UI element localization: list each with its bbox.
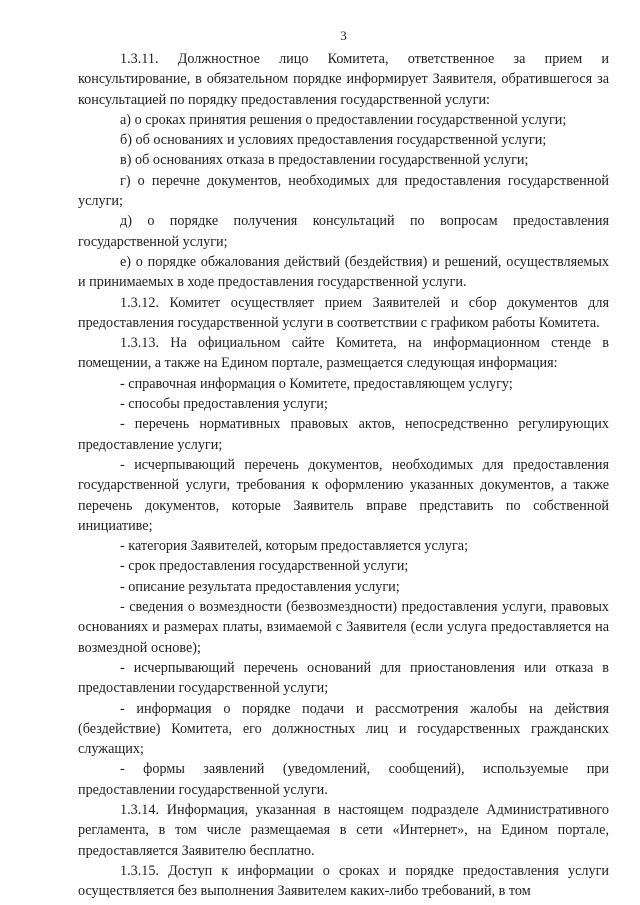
paragraph: - сведения о возмездности (безвозмездности) предоставления услуги, правовых основаниях и размерах платы, взимаемой с Заявителя (если услуга предоставляется на возмездной основе); <box>78 599 609 656</box>
paragraph: - описание результата предоставления услуги; <box>120 578 400 595</box>
page-number: 3 <box>340 28 347 43</box>
paragraph: 1.3.14. Информация, указанная в настоящем подразделе Административного регламента, в том числе размещаемая в сети «Интернет», на Едином портале, предоставляется Заявителю бесплатно. <box>78 801 609 859</box>
paragraph: - формы заявлений (уведомлений, сообщений), используемые при предоставлении государственной услуги. <box>78 761 609 798</box>
paragraph: е) о порядке обжалования действий (бездействия) и решений, осуществляемых и принимаемых в ходе предоставления государственной услуги. <box>78 253 609 291</box>
paragraph: - срок предоставления государственной услуги; <box>120 558 409 575</box>
paragraph: д) о порядке получения консультаций по вопросам предоставления государственной услуги; <box>78 213 609 250</box>
paragraph: 1.3.13. На официальном сайте Комитета, на информационном стенде в помещении, а также на Едином портале, размещается следующая информация: <box>78 335 609 372</box>
paragraph: - исчерпывающий перечень документов, необходимых для предоставления государственной услуги, требования к оформлению указанных документов, а также перечень документов, которые Заявитель вправе представить по собственной инициативе; <box>78 456 609 534</box>
paragraph: - информация о порядке подачи и рассмотрения жалобы на действия (бездействие) Комитета, его должностных лиц и государственных гражданских служащих; <box>78 700 609 758</box>
paragraph: б) об основаниях и условиях предоставления государственной услуги; <box>120 132 547 149</box>
paragraph: г) о перечне документов, необходимых для предоставления государственной услуги; <box>78 172 609 210</box>
paragraph: - способы предоставления услуги; <box>120 396 328 413</box>
paragraph: - справочная информация о Комитете, предоставляющем услугу; <box>120 375 513 392</box>
document-body <box>78 49 609 901</box>
paragraph: - исчерпывающий перечень оснований для приостановления или отказа в предоставлении государственной услуги; <box>78 659 609 697</box>
paragraph: 1.3.15. Доступ к информации о сроках и порядке предоставления услуги осуществляется без выполнения Заявителем каких-либо требований, в том <box>78 862 609 900</box>
paragraph: а) о сроках принятия решения о предоставлении государственной услуги; <box>120 111 567 128</box>
paragraph: 1.3.11. Должностное лицо Комитета, ответственное за прием и консультирование, в обязательном порядке информирует Заявителя, обратившегося за консультацией по порядку предоставления государственной услуги: <box>78 51 609 108</box>
paragraph: - категория Заявителей, которым предоставляется услуга; <box>120 538 469 555</box>
paragraph: в) об основаниях отказа в предоставлении государственной услуги; <box>120 152 529 169</box>
paragraph: - перечень нормативных правовых актов, непосредственно регулирующих предоставление услуги; <box>78 416 609 453</box>
paragraph: 1.3.12. Комитет осуществляет прием Заявителей и сбор документов для предоставления государственной услуги в соответствии с графиком работы Комитета. <box>78 294 609 331</box>
